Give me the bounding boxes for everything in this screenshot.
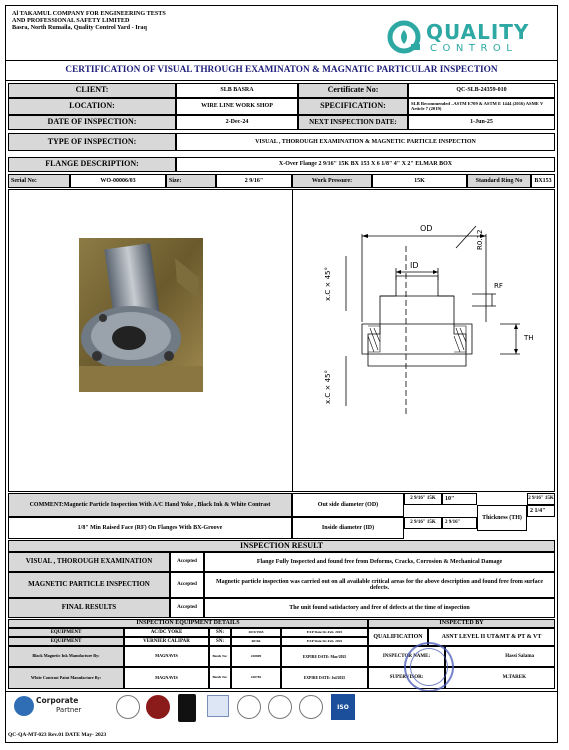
equipment-header: INSPECTION EQUIPMENT DETAILS [8, 619, 368, 628]
quality-control-logo [386, 18, 551, 58]
client-value: SLB BASRA [176, 83, 298, 98]
thickness-label: Thickness (TH) [477, 505, 527, 531]
certification-badge-icon [146, 695, 170, 719]
result-label-visual: VISUAL , THOROUGH EXAMINATION [8, 552, 170, 572]
flange-desc-value: X-Over Flange 2 9/16" 15K BX 153 X 6 1/8" 4" X 2" ELMAR BOX [176, 157, 555, 172]
divider [6, 60, 557, 61]
thickness-value: 2 1/4" [527, 505, 555, 517]
result-label-final: FINAL RESULTS [8, 598, 170, 618]
certification-badge-icon [299, 695, 323, 719]
result-header: INSPECTION RESULT [8, 540, 555, 552]
equip-row3-sn: 220782 [231, 667, 281, 689]
divider [292, 189, 293, 492]
serial-value: WO-00006/03 [70, 174, 166, 188]
size-value: 2 9/16" [216, 174, 292, 188]
specification-value: SLB Recommended –ASTM E709 & ASTM E 1444 (2016) ASME V Article 7 (2019) [408, 98, 555, 115]
result-text-final: The unit found satisfactory and free of defects at the time of inspection [204, 598, 555, 618]
equip-row2-sn-label: Batch No: [209, 646, 231, 667]
inspector-name-label: INSPECTOR NAME: [368, 646, 445, 667]
equip-row2-label: Black Magnetic Ink Manufacture By: [8, 646, 124, 667]
drawing-label-id: ID [410, 261, 419, 270]
iso-badge-icon: ISO [331, 694, 355, 720]
size-label: Size: [166, 174, 216, 188]
drawing-label-chamfer-bottom: x.C × 45° [324, 370, 332, 404]
work-pressure-label: Work Pressure: [292, 174, 372, 188]
company-name-line2: AND PROFESSIONAL SAFETY LIMITED [12, 16, 130, 24]
drawing-label-chamfer-top: x.C × 45° [324, 267, 332, 301]
drawing-label-rf: RF [494, 282, 503, 290]
drawing-label-r: R0.12 [476, 229, 484, 250]
flange-drawing-svg [306, 216, 546, 426]
certification-badge-icon [268, 695, 292, 719]
comment-text: COMMENT:Magnetic Particle Inspection With A/C Hand Yoke , Black Ink & White Contrast [8, 493, 292, 517]
date-value: 2-Dec-24 [176, 115, 298, 130]
drawing-label-od: OD [420, 224, 433, 233]
equip-row1-exp: EXP Date:Oc.Feb. 2025 [281, 637, 368, 646]
result-text-visual: Flange Fully Inspected and found free from Deforms, Cracks, Corrosion & Mechanical Damage [204, 552, 555, 572]
equip-row1-name: VERNIER CALIPAR [124, 637, 209, 646]
equip-row1-label: EQUIPMENT [8, 637, 124, 646]
result-status-mpi: Accepted [170, 572, 204, 598]
location-value: WIRE LINE WORK SHOP [176, 98, 298, 115]
equip-row3-label: White Contrast Paint Manufacture By: [8, 667, 124, 689]
rf-note: 1/8" Min Raised Face (RF) On Flanges With BX-Groove [8, 517, 292, 539]
drawing-label-th: TH [524, 334, 534, 342]
location-label: LOCATION: [8, 98, 176, 115]
equip-row0-label: EQUIPMENT [8, 628, 124, 637]
equip-row0-exp: EXP Date:Oc.Feb. 2025 [281, 628, 368, 637]
certification-badge-icon [178, 694, 196, 722]
company-header [12, 11, 312, 31]
next-inspection-value: 1-Jun-25 [408, 115, 555, 130]
result-status-visual: Accepted [170, 552, 204, 572]
id-label: Inside diameter (ID) [292, 517, 404, 539]
equip-row2-sn: 220809 [231, 646, 281, 667]
qualification-label: QUALIFICATION [368, 628, 428, 646]
date-label: DATE OF INSPECTION: [8, 115, 176, 130]
supervisor-label: SUPERVISOR: [368, 667, 445, 689]
equip-row0-sn-label: SN: [209, 628, 231, 637]
divider [6, 691, 557, 692]
logo-word-control: CONTROL [430, 43, 518, 54]
ring-value: BX153 [531, 174, 555, 188]
inspector-name-value: Hassi Salama [445, 646, 555, 667]
certificate-page [5, 5, 558, 743]
partner-line2: Partner [56, 706, 82, 714]
client-label: CLIENT: [8, 83, 176, 98]
equip-row3-name: MAGNAVIS [124, 667, 209, 689]
equip-row1-sn-label: SN: [209, 637, 231, 646]
qualification-value: ASNT LEVEL II UT&MT & PT & VT [428, 628, 555, 646]
specification-label: SPECIFICATION: [298, 98, 408, 115]
type-value: VISUAL , THOROUGH EXAMINATION & MAGNETIC PARTICLE INSPECTION [176, 133, 555, 151]
equip-row0-sn: 2019/1965 [231, 628, 281, 637]
id-value: 2 9/16" [442, 517, 477, 529]
ring-label: Standard Ring No [467, 174, 531, 188]
equip-row2-name: MAGNAVIS [124, 646, 209, 667]
certification-badge-icon [207, 695, 229, 717]
logo-word-quality: QUALITY [426, 20, 530, 44]
equip-row3-exp: EXPIRE DATE: Jul/2025 [281, 667, 368, 689]
flange-photo-image [79, 238, 203, 392]
partner-line1: Corporate [36, 696, 79, 705]
certificate-value: QC-SLB-24359-010 [408, 83, 555, 98]
inspected-header: INSPECTED BY [368, 619, 555, 628]
supervisor-value: M.TAREK [445, 667, 555, 689]
equip-row3-sn-label: Batch No: [209, 667, 231, 689]
quality-logo-icon [386, 20, 422, 54]
id-size: 2 9/16" 15K [404, 517, 442, 529]
company-name-line1: Al TAKAMUL COMPANY FOR ENGINEERING TESTS [12, 10, 166, 17]
od-size: 2 9/16" 15K [404, 493, 442, 505]
certificate-label: Certificate No: [298, 83, 408, 98]
equip-row1-sn: 60166 [231, 637, 281, 646]
flange-photo [79, 238, 203, 392]
page-title: CERTIFICATION OF VISUAL THROUGH EXAMINATON & MAGNATIC PARTICULAR INSPECTION [65, 65, 498, 75]
result-text-mpi: Magnetic particle inspection was carried out on all available critical areas for the above description and found free from surface defects. [204, 572, 555, 598]
divider [6, 80, 557, 81]
od-value: 10" [442, 493, 477, 505]
next-inspection-label: NEXT INSPECTION DATE: [298, 115, 408, 130]
flange-drawing [306, 216, 546, 426]
result-label-mpi: MAGNETIC PARTICLE INSPECTION [8, 572, 170, 598]
work-pressure-value: 15K [372, 174, 467, 188]
equip-row2-exp: EXPIRE DATE: Mar/2025 [281, 646, 368, 667]
result-status-final: Accepted [170, 598, 204, 618]
serial-label: Serial No: [8, 174, 70, 188]
equip-row0-name: AC/DC YOKE [124, 628, 209, 637]
globe-icon [14, 696, 34, 716]
flange-desc-label: FLANGE DESCRIPTION: [8, 157, 176, 172]
thickness-size: 2 9/16" 15K [527, 493, 555, 505]
od-label: Out side diameter (OD) [292, 493, 404, 517]
type-label: TYPE OF INSPECTION: [8, 133, 176, 151]
certification-badge-icon [237, 695, 261, 719]
form-number: QC-QA-MT-023 Rev.01 DATE May- 2023 [8, 732, 107, 738]
certification-badge-icon [116, 695, 140, 719]
company-address: Basra, North Rumaila, Quality Control Yard - Iraq [12, 23, 147, 31]
